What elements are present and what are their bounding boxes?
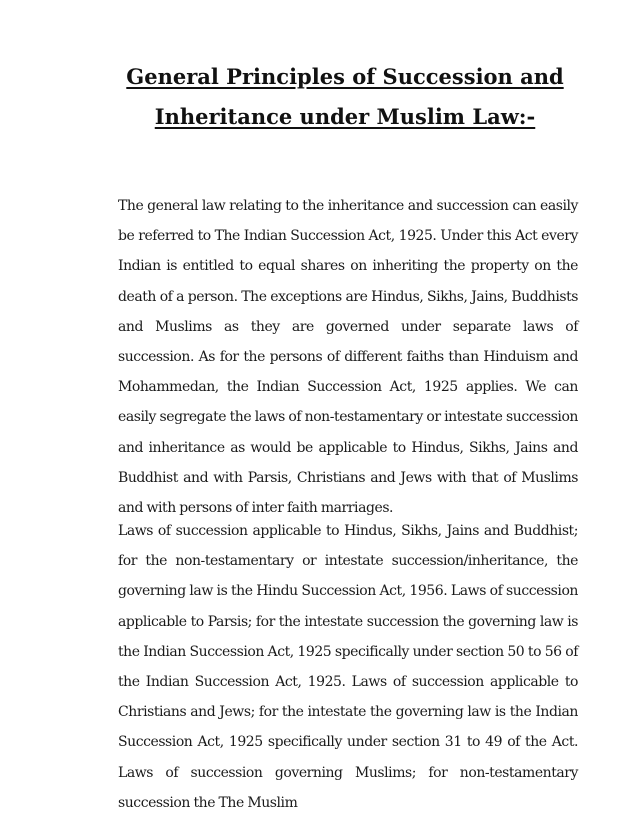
title-line-2-text: Inheritance under Muslim Law:-	[154, 104, 536, 129]
paragraph-2: Laws of succession applicable to Hindus, Sikhs, Jains and Buddhist; for the non-testamentary or intestate succession/inheritance, the governing law is the Hindu Succession Act, 1956. Laws of succession applicable to Parsis; for the intestate succession the governing law is the Indian Succession Act, 1925 specifically under section 50 to 56 of the Indian Succession Act, 1925. Laws of succession applicable to Christians and Jews; for the intestate the governing law is the Indian Succession Act, 1925 specifically under section 31 to 49 of the Act. Laws of succession governing Muslims; for non-testamentary succession the The Muslim	[118, 523, 578, 811]
title-line-1-text: General Principles of Succession and	[126, 64, 564, 89]
paragraph-1: The general law relating to the inheritance and succession can easily be referred to The Indian Succession Act, 1925. Under this Act every Indian is entitled to equal shares on inheriting the property on the death of a person. The exceptions are Hindus, Sikhs, Jains, Buddhists and Muslims as they are governed under separate laws of succession. As for the persons of different faiths than Hinduism and Mohammedan, the Indian Succession Act, 1925 applies. We can easily segregate the laws of non-testamentary or intestate succession and inheritance as would be applicable to Hindus, Sikhs, Jains and Buddhist and with Parsis, Christians and Jews with that of Muslims and with persons of inter faith marriages.	[118, 198, 578, 517]
document-title-line-1	[100, 55, 590, 99]
document-title-line-2	[100, 95, 590, 139]
